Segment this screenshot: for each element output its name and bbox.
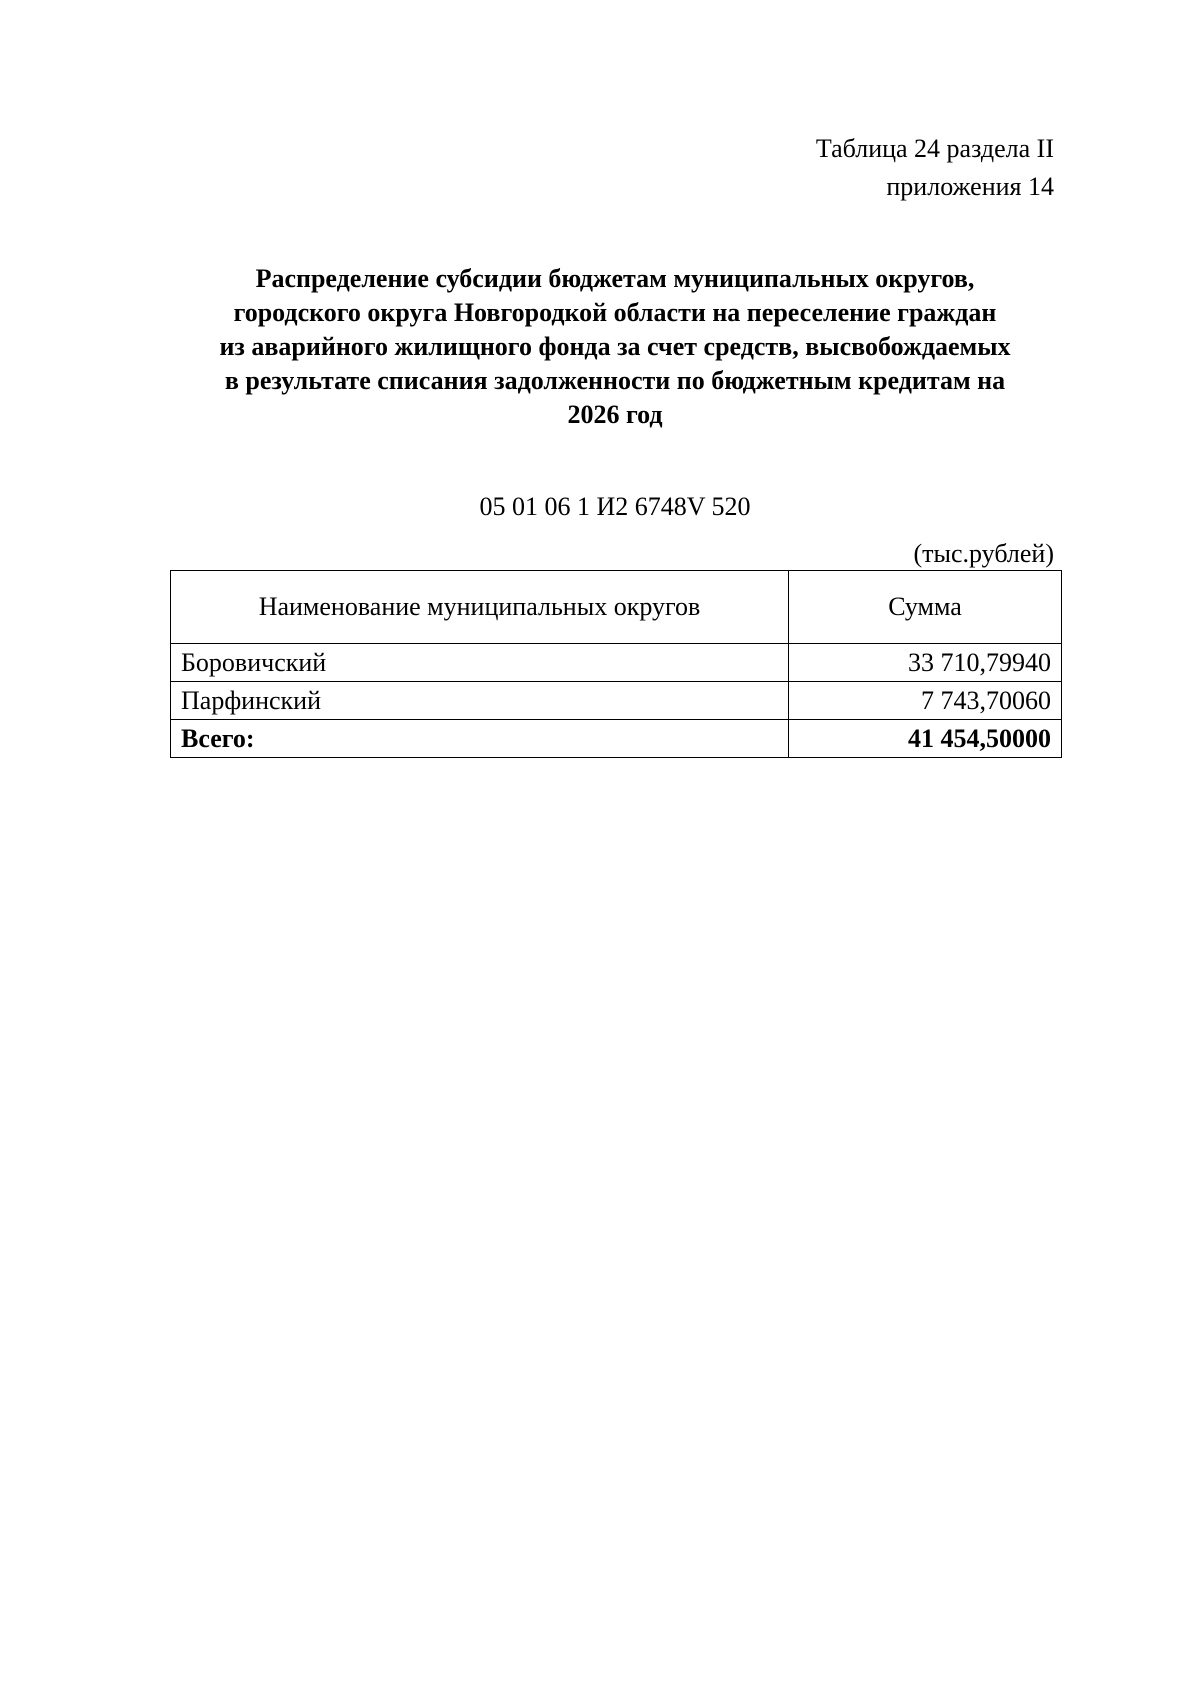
header-sum-column: Сумма — [789, 571, 1062, 644]
title-line: городского округа Новгородкой области на переселение граждан — [233, 298, 997, 327]
title-line: из аварийного жилищного фонда за счет средств, высвобождаемых — [219, 332, 1011, 361]
document-title — [170, 262, 1060, 432]
reference-line-appendix: приложения 14 — [886, 172, 1054, 201]
table-row — [171, 644, 1062, 682]
title-line: Распределение субсидии бюджетам муниципальных округов, — [255, 264, 975, 293]
units-label: (тыс.рублей) — [913, 539, 1054, 568]
table-row — [171, 682, 1062, 720]
district-name-cell: Боровичский — [171, 644, 789, 682]
title-line: в результате списания задолженности по бюджетным кредитам на — [224, 366, 1006, 395]
reference-line-table: Таблица 24 раздела II — [815, 134, 1054, 163]
total-row — [171, 720, 1062, 758]
title-line: 2026 год — [567, 400, 663, 429]
total-label-cell: Всего: — [171, 720, 789, 758]
district-sum-cell: 33 710,79940 — [789, 644, 1062, 682]
header-name-column: Наименование муниципальных округов — [171, 571, 789, 644]
total-sum-cell: 41 454,50000 — [789, 720, 1062, 758]
table-reference — [816, 130, 1054, 206]
allocation-table — [170, 570, 1062, 758]
district-name-cell: Парфинский — [171, 682, 789, 720]
district-sum-cell: 7 743,70060 — [789, 682, 1062, 720]
budget-classification-code: 05 01 06 1 И2 6748V 520 — [479, 492, 751, 521]
table-header-row — [171, 571, 1062, 644]
